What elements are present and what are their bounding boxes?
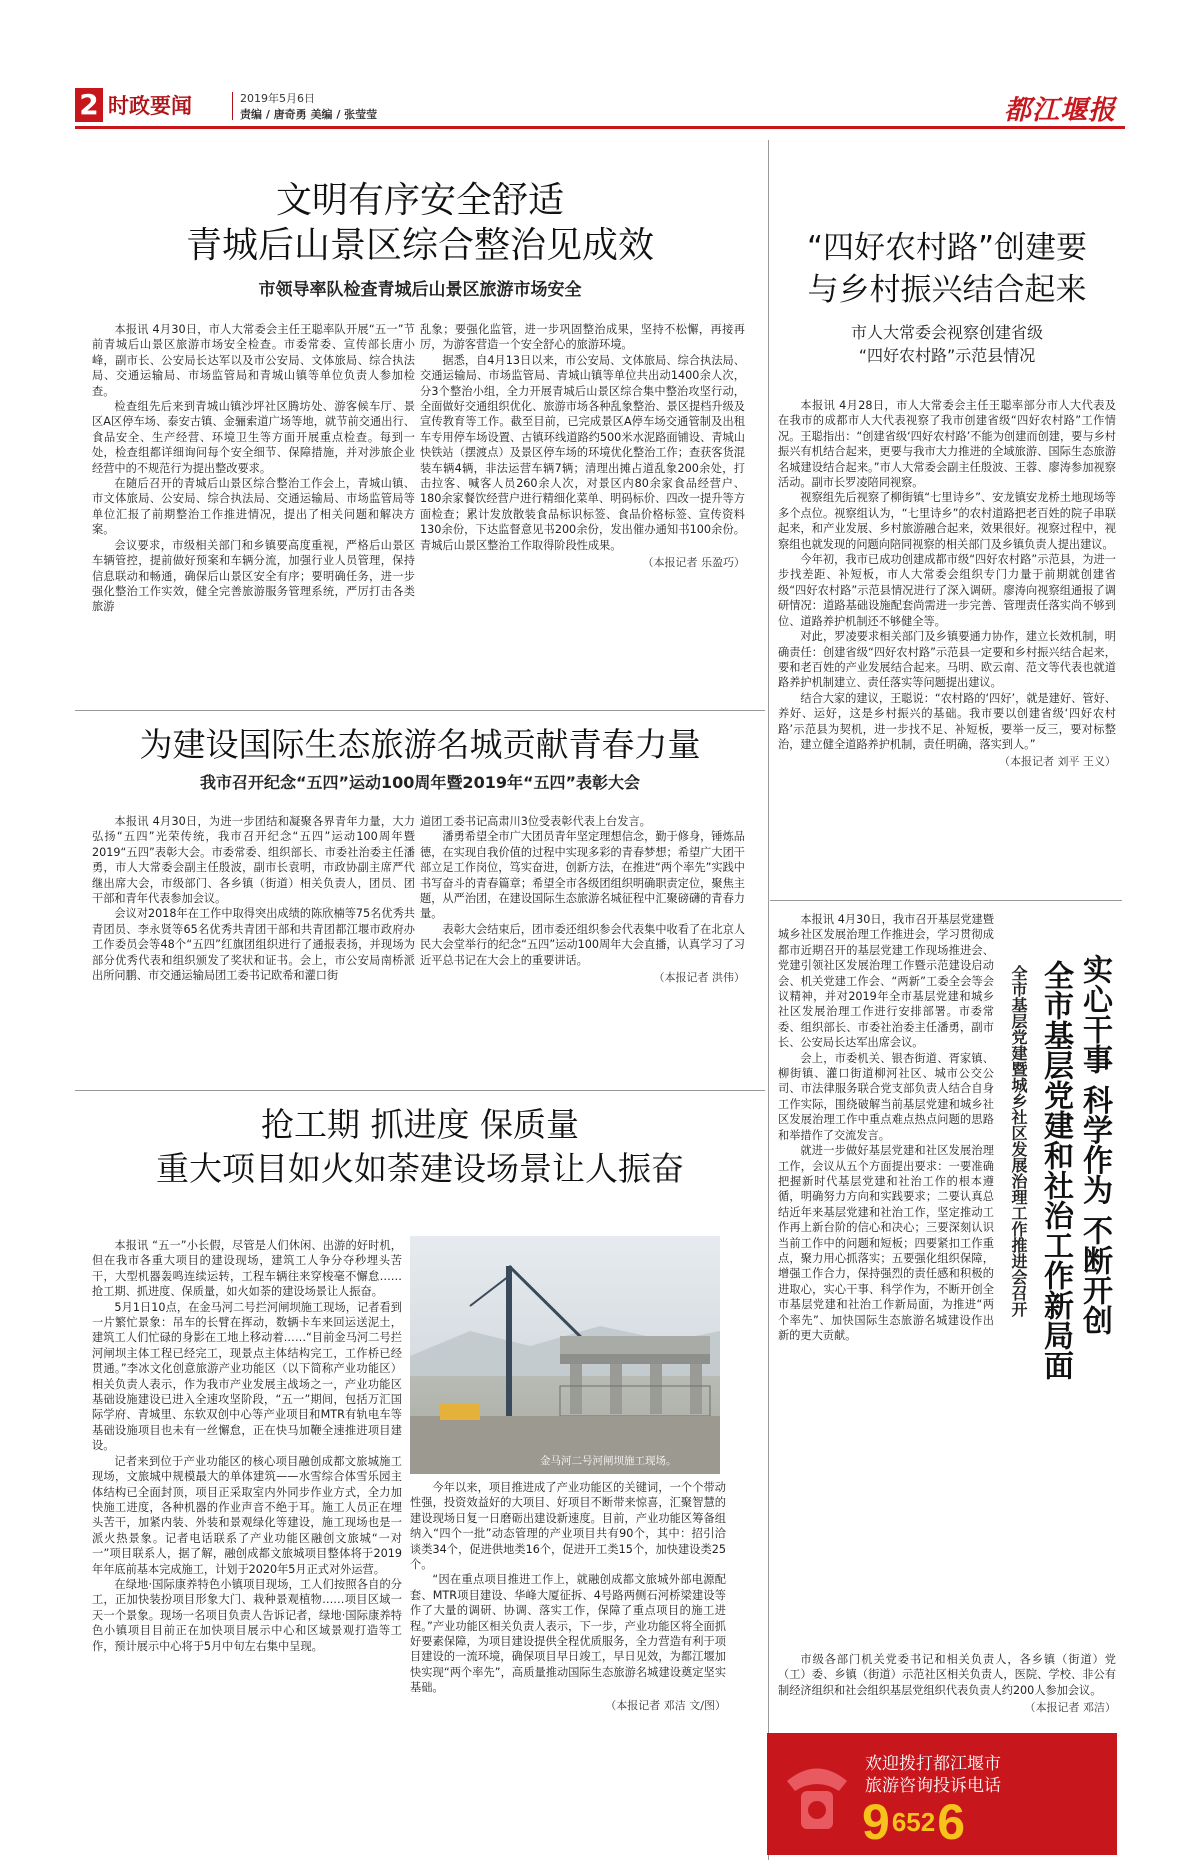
article4-subtitle-line2: “四好农村路”示范县情况 bbox=[858, 346, 1036, 365]
paragraph: 本报讯 4月30日，为进一步团结和凝聚各界青年力量，大力弘扬“五四”光荣传统，我市召开纪念“五四”运动100周年暨2019“五四”表彰大会。市委常委、组织部长、市委社治委主任潘勇，市人大常委会副主任殷波，副市长袁明，市政协副主席严代继出席大会，市级部门、各乡镇（街道）相关负责人，团员、团干部和青年代表参加会议。 bbox=[92, 815, 415, 906]
paragraph: 市级各部门机关党委书记和相关负责人，各乡镇（街道）党（工）委、乡镇（街道）示范社区相关负责人，医院、学校、非公有制经济组织和社会组织基层党组织代表负责人约200人参加会议。 bbox=[778, 1653, 1116, 1697]
paragraph: 5月1日10点，在金马河二号拦河闸坝施工现场，记者看到一片繁忙景象：吊车的长臂在挥动，数辆卡车来回运送泥土，建筑工人们忙碌的身影在工地上移动着……“目前金马河二号拦河闸坝主体工程已经完工，现景点主体结构完工，工作桥已经贯通。”李冰文化创意旅游产业功能区（以下简称产业功能区）相关负责人表示，作为我市产业发展主战场之一，产业功能区基础设施建设已进入全速攻坚阶段，“五一”期间，包括万汇国际学府、青城里、东软双创中心等产业项目和MTR有轨电车等基础设施项目也未有一丝懈怠，正在快马加鞭全速推进项目建设。 bbox=[92, 1300, 402, 1453]
editors: 责编 / 唐奇勇 美编 / 张莹莹 bbox=[240, 108, 378, 121]
issue-date: 2019年5月6日 bbox=[240, 92, 315, 105]
article5-byline: （本报记者 邓洁） bbox=[1024, 1701, 1116, 1715]
paragraph: 本报讯 4月28日，市人大常委会主任王聪率部分市人大代表及在我市的成都市人大代表视察了我市创建省级“四好农村路”工作情况。王聪指出：“创建省级‘四好农村路’不能为创建而创建，要与乡村振兴有机结合起来，更要与我市大力推进的全域旅游、国际生态旅游名城建设结合起来。”市人大常委会副主任殷波、王蓉、廖涛参加视察活动。副市长罗凌陪同视察。 bbox=[778, 399, 1116, 490]
paragraph: “因在重点项目推进工作上，就融创成都文旅城外部电源配套、MTR项目建设、华峰大厦征拆、4号路两侧石河桥梁建设等作了大量的调研、协调、落实工作，保障了重点项目的施工进程。”产业功能区相关负责人表示，下一步，产业功能区将全面抓好要素保障，为项目建设提供全程优质服务，全力营造有利于项目建设的一流环境，确保项目早日竣工，早日见效，为都江堰加快实现“两个率先”，高质量推动国际生态旅游名城建设奠定坚实基础。 bbox=[410, 1573, 726, 1695]
paragraph: 会上，市委机关、银杏街道、胥家镇、柳街镇、灌口街道柳河社区、城市公交公司、市法律服务联合党支部负责人结合自身工作实际，围绕破解当前基层党建和城乡社区发展治理工作中重点难点热点问题的思路和举措作了交流发言。 bbox=[778, 1051, 994, 1142]
paragraph: 记者来到位于产业功能区的核心项目融创成都文旅城施工现场，文旅城中规模最大的单体建筑——水雪综合体雪乐园主体结构已全面封顶，项目正采取室内外同步作业方式，全力加快施工进度，各种机器的作业声音不绝于耳。施工人员正在埋头苦干，加紧内装、外装和景观绿化等建设，施工现场也是一派火热景象。记者电话联系了产业功能区融创文旅城“一对一”项目联系人，据了解，融创成都文旅城项目整体将于2019年年底前基本完成施工，计划于2020年5月正式对外运营。 bbox=[92, 1454, 402, 1576]
paragraph: 本报讯 4月30日，市人大常委会主任王聪率队开展“五一”节前青城后山景区旅游市场安全检查。市委常委、宣传部长唐小峰，副市长、公安局长达军以及市公安局、文体旅局、综合执法局、交通运输局、市场监管局和青城山镇等单位负责人参加检查。 bbox=[92, 323, 415, 398]
section-divider bbox=[232, 92, 233, 120]
hotline-digit: 6 bbox=[937, 1794, 966, 1850]
paragraph: 今年以来，项目推进成了产业功能区的关键词，一个个带动性强，投资效益好的大项目、好项目不断带来惊喜，汇聚智慧的建设现场日复一日磨砺出建设新速度。目前，产业功能区筹备组纳入“四个一批”动态管理的产业项目共有90个，其中：招引洽谈类34个，促进供地类16个，促进开工类15个，加快建设类25个。 bbox=[410, 1481, 726, 1572]
paragraph: 就进一步做好基层党建和社区发展治理工作，会议从五个方面提出要求：一要准确把握新时代基层党建和社治工作的根本遵循，明确努力方向和实践要求；二要认真总结近年来基层党建和社治工作，坚定推动工作再上新台阶的信心和决心；三要深刻认识当前工作中的问题和短板；四要紧扣工作重点，聚力用心抓落实；五要强化组织保障，增强工作合力，保持强烈的责任感和积极的进取心，实心干事、科学作为，不断开创全市基层党建和社治工作新局面，为推进“两个率先”、加快国际生态旅游名城建设作出新的更大贡献。 bbox=[778, 1144, 994, 1342]
column-divider bbox=[768, 140, 769, 1860]
divider bbox=[75, 710, 765, 711]
article5-tail bbox=[778, 1652, 1116, 1716]
article5-title-col1: 实心干事 科学作为 不断开创 bbox=[1077, 954, 1112, 1335]
article1-byline: （本报记者 乐盈巧） bbox=[642, 556, 745, 570]
hotline-number bbox=[862, 1794, 966, 1850]
paragraph: 对此，罗凌要求相关部门及乡镇要通力协作，建立长效机制，明确责任：创建省级“四好农村路”示范县一定要和乡村振兴结合起来，要和老百姓的产业发展结合起来。马明、欧云南、范文等代表也就道路养护机制建立、责任落实等问题提出建议。 bbox=[778, 630, 1116, 690]
article1-column-1 bbox=[92, 322, 415, 615]
ad-text-line2: 旅游咨询投诉电话 bbox=[865, 1776, 1001, 1796]
paragraph: 本报讯 4月30日，我市召开基层党建暨城乡社区发展治理工作推进会，学习贯彻成都市近期召开的基层党建工作现场推进会、党建引领社区发展治理工作暨示范建设启动会、机关党建工作会、“两新”工委全会等会议精神，并对2019年全市基层党建和城乡社区发展治理工作进行安排部署。市委常委、组织部长、市委社治委主任潘勇，副市长、公安局长达军出席会议。 bbox=[778, 913, 994, 1050]
paragraph: 在随后召开的青城后山景区综合整治工作会上，青城山镇、市文体旅局、公安局、综合执法局、交通运输局、市场监管局等单位汇报了前期整治工作推进情况，提出了相关问题和解决方案。 bbox=[92, 477, 415, 537]
page-number: 2 bbox=[75, 88, 103, 122]
article2-column-1 bbox=[92, 814, 415, 983]
paragraph: 会议要求，市级相关部门和乡镇要高度重视，严格后山景区车辆管控，提前做好预案和车辆分流，加强行业人员管理，保持信息联动和畅通，确保后山景区安全有序；要明确任务，进一步强化整治工作实效，健全完善旅游服务管理系统，严厉打击各类旅游 bbox=[92, 538, 415, 614]
paragraph: 今年初，我市已成功创建成都市级“四好农村路”示范县，为进一步找差距、补短板，市人大常委会组织专门力量于前期就创建省级“四好农村路”示范县情况进行了深入调研。廖涛向视察组通报了调研情况：道路基础设施配套尚需进一步完善、管理责任落实尚不够到位、道路养护机制还不够健全等。 bbox=[778, 553, 1116, 628]
paragraph: 检查组先后来到青城山镇沙坪社区腾坊处、游客候车厅、景区A区停车场、泰安古镇、金骊索道广场等地，就节前交通出行、食品安全、生产经营、环境卫生等方面开展重点检查。每到一处，检查组都详细询问每个安全细节、保障措施，并对涉旅企业经营中的不规范行为提出整改要求。 bbox=[92, 400, 415, 475]
article3-column-1 bbox=[92, 1238, 402, 1654]
article5-title-col2: 全市基层党建和社治工作新局面 bbox=[1038, 960, 1073, 1380]
paragraph: 视察组先后视察了柳街镇“七里诗乡”、安龙镇安龙桥土地现场等多个点位。视察组认为，“七里诗乡”的农村道路把老百姓的院子串联起来，和产业发展、乡村旅游融合起来，效果很好。视察过程中，视察组也就发现的问题向陪同视察的相关部门及乡镇负责人提出建议。 bbox=[778, 491, 1116, 551]
newspaper-logo: 都江堰报 bbox=[1004, 95, 1116, 126]
construction-photo-illustration bbox=[410, 1236, 720, 1474]
paragraph: 乱象；要强化监管，进一步巩固整治成果，坚持不松懈，再接再厉，为游客营造一个安全舒心的旅游环境。 bbox=[420, 323, 745, 352]
article1-subtitle: 市领导率队检查青城后山景区旅游市场安全 bbox=[258, 280, 582, 300]
article2-subtitle: 我市召开纪念“五四”运动100周年暨2019年“五四”表彰大会 bbox=[200, 773, 640, 792]
article4-subtitle-line1: 市人大常委会视察创建省级 bbox=[850, 323, 1043, 342]
article3-byline: （本报记者 邓洁 文/图） bbox=[605, 1698, 726, 1712]
article3-column-2 bbox=[410, 1480, 726, 1713]
article1-title-line1: 文明有序安全舒适 bbox=[275, 180, 564, 221]
paragraph: 会议对2018年在工作中取得突出成绩的陈欣楠等75名优秀共青团员、李永贤等65名优秀共青团干部和共青团都江堰市政府办工作委员会等48个“五四”红旗团组织进行了通报表扬，并现场为部分优秀代表和组织颁发了奖状和证书。会上，市公安局南桥派出所问鹏、市交通运输局团工委书记欧希和灌口街 bbox=[92, 907, 415, 983]
divider bbox=[75, 1090, 765, 1091]
article3-title-line1: 抢工期 抓进度 保质量 bbox=[261, 1105, 579, 1144]
ad-text-line1: 欢迎拨打都江堰市 bbox=[865, 1754, 1001, 1774]
paragraph: 潘勇希望全市广大团员青年坚定理想信念，勤于修身，锤炼品德，在实现自我价值的过程中实现多彩的青春梦想；希望广大团干部立足工作岗位，笃实奋进，创新方法，在推进“两个率先”实践中书写奋斗的青春篇章；希望全市各级团组织明确职责定位，聚焦主题，从严治团，在建设国际生态旅游名城征程中汇聚磅礴的青春力量。 bbox=[420, 830, 745, 921]
header-rule bbox=[75, 126, 1125, 129]
article2-byline: （本报记者 洪伟） bbox=[653, 971, 745, 985]
article2-title: 为建设国际生态旅游名城贡献青春力量 bbox=[139, 725, 701, 764]
section-title: 时政要闻 bbox=[108, 94, 192, 118]
article2-column-2 bbox=[420, 814, 745, 985]
paragraph: 道团工委书记高肃川3位受表彰代表上台发言。 bbox=[420, 815, 651, 828]
paragraph: 表彰大会结束后，团市委还组织参会代表集中收看了在北京人民大会堂举行的纪念“五四”运动100周年大会直播，认真学习了习近平总书记在大会上的重要讲话。 bbox=[420, 922, 745, 967]
article4-title-line2: 与乡村振兴结合起来 bbox=[807, 272, 1087, 308]
divider bbox=[770, 900, 1122, 901]
construction-site-photo bbox=[410, 1236, 720, 1474]
paragraph: 本报讯 “五一”小长假，尽管是人们休闲、出游的好时机，但在我市各重大项目的建设现场，建筑工人争分夺秒埋头苦干，大型机器轰鸣连续运转，工程车辆往来穿梭毫不懈怠……抢工期、抓进度、保质量，如火如荼的建设场景让人振奋。 bbox=[92, 1239, 402, 1299]
article4-body bbox=[778, 398, 1116, 770]
paragraph: 结合大家的建议，王聪说：“农村路的‘四好’，就是建好、管好、养好、运好，这是乡村振兴的基础。我市要以创建省级‘四好农村路’示范县为契机，进一步找不足、补短板，要举一反三，要对标整治，建立健全道路养护机制，责任明确，落实到人。” bbox=[778, 691, 1116, 751]
hotline-digits: 652 bbox=[891, 1807, 936, 1837]
article1-title-line2: 青城后山景区综合整治见成效 bbox=[185, 225, 654, 266]
article3-title-line2: 重大项目如火如荼建设场景让人振奋 bbox=[156, 1149, 684, 1188]
tourism-hotline-ad bbox=[767, 1733, 1117, 1855]
article5-subtitle: 全市基层党建暨城乡社区发展治理工作推进会召开 bbox=[1009, 965, 1028, 1317]
article4-byline: （本报记者 刘平 王义） bbox=[999, 755, 1116, 769]
article5-body bbox=[778, 912, 994, 1343]
telephone-icon bbox=[777, 1751, 857, 1837]
article1-column-2 bbox=[420, 322, 745, 571]
article4-title-line1: “四好农村路”创建要 bbox=[806, 230, 1088, 266]
hotline-digit: 9 bbox=[862, 1794, 890, 1850]
paragraph: 在绿地·国际康养特色小镇项目现场，工人们按照各自的分工，正加快装扮项目形象大门、栽种景观植物……项目区域一天一个景象。现场一名项目负责人告诉记者，绿地·国际康养特色小镇项目目前正在加快项目展示中心和区域景观打造等工作，预计展示中心将于5月中旬左右集中呈现。 bbox=[92, 1577, 402, 1653]
paragraph: 据悉，自4月13日以来，市公安局、文体旅局、综合执法局、交通运输局、市场监管局、青城山镇等单位共出动1400余人次，分3个整治小组，全力开展青城后山景区综合集中整治攻坚行动，全面做好交通组织优化、旅游市场各种乱象整治、景区提档升级及宣传教育等工作。截至目前，已完成景区A停车场交通管制及出租车专用停车场设置、古镇环线道路约500米水泥路面铺设、青城山快铁站（摆渡点）及景区停车场的环境优化整治工作；查获客货混装车辆4辆，非法运营车辆7辆；清理出摊占道乱象200余处，打击拉客、喊客人员260余人次，对景区内80余家食品经营户、180余家餐饮经营户进行精细化菜单、明码标价、四改一提升等方面检查；累计发放散装食品标识标签、食品价格标签、宣传资料130余份，下达监督意见书200余份，发出催办通知书100余份。青城后山景区整治工作取得阶段性成果。 bbox=[420, 353, 745, 552]
photo-caption: 金马河二号河闸坝施工现场。 bbox=[540, 1455, 677, 1467]
